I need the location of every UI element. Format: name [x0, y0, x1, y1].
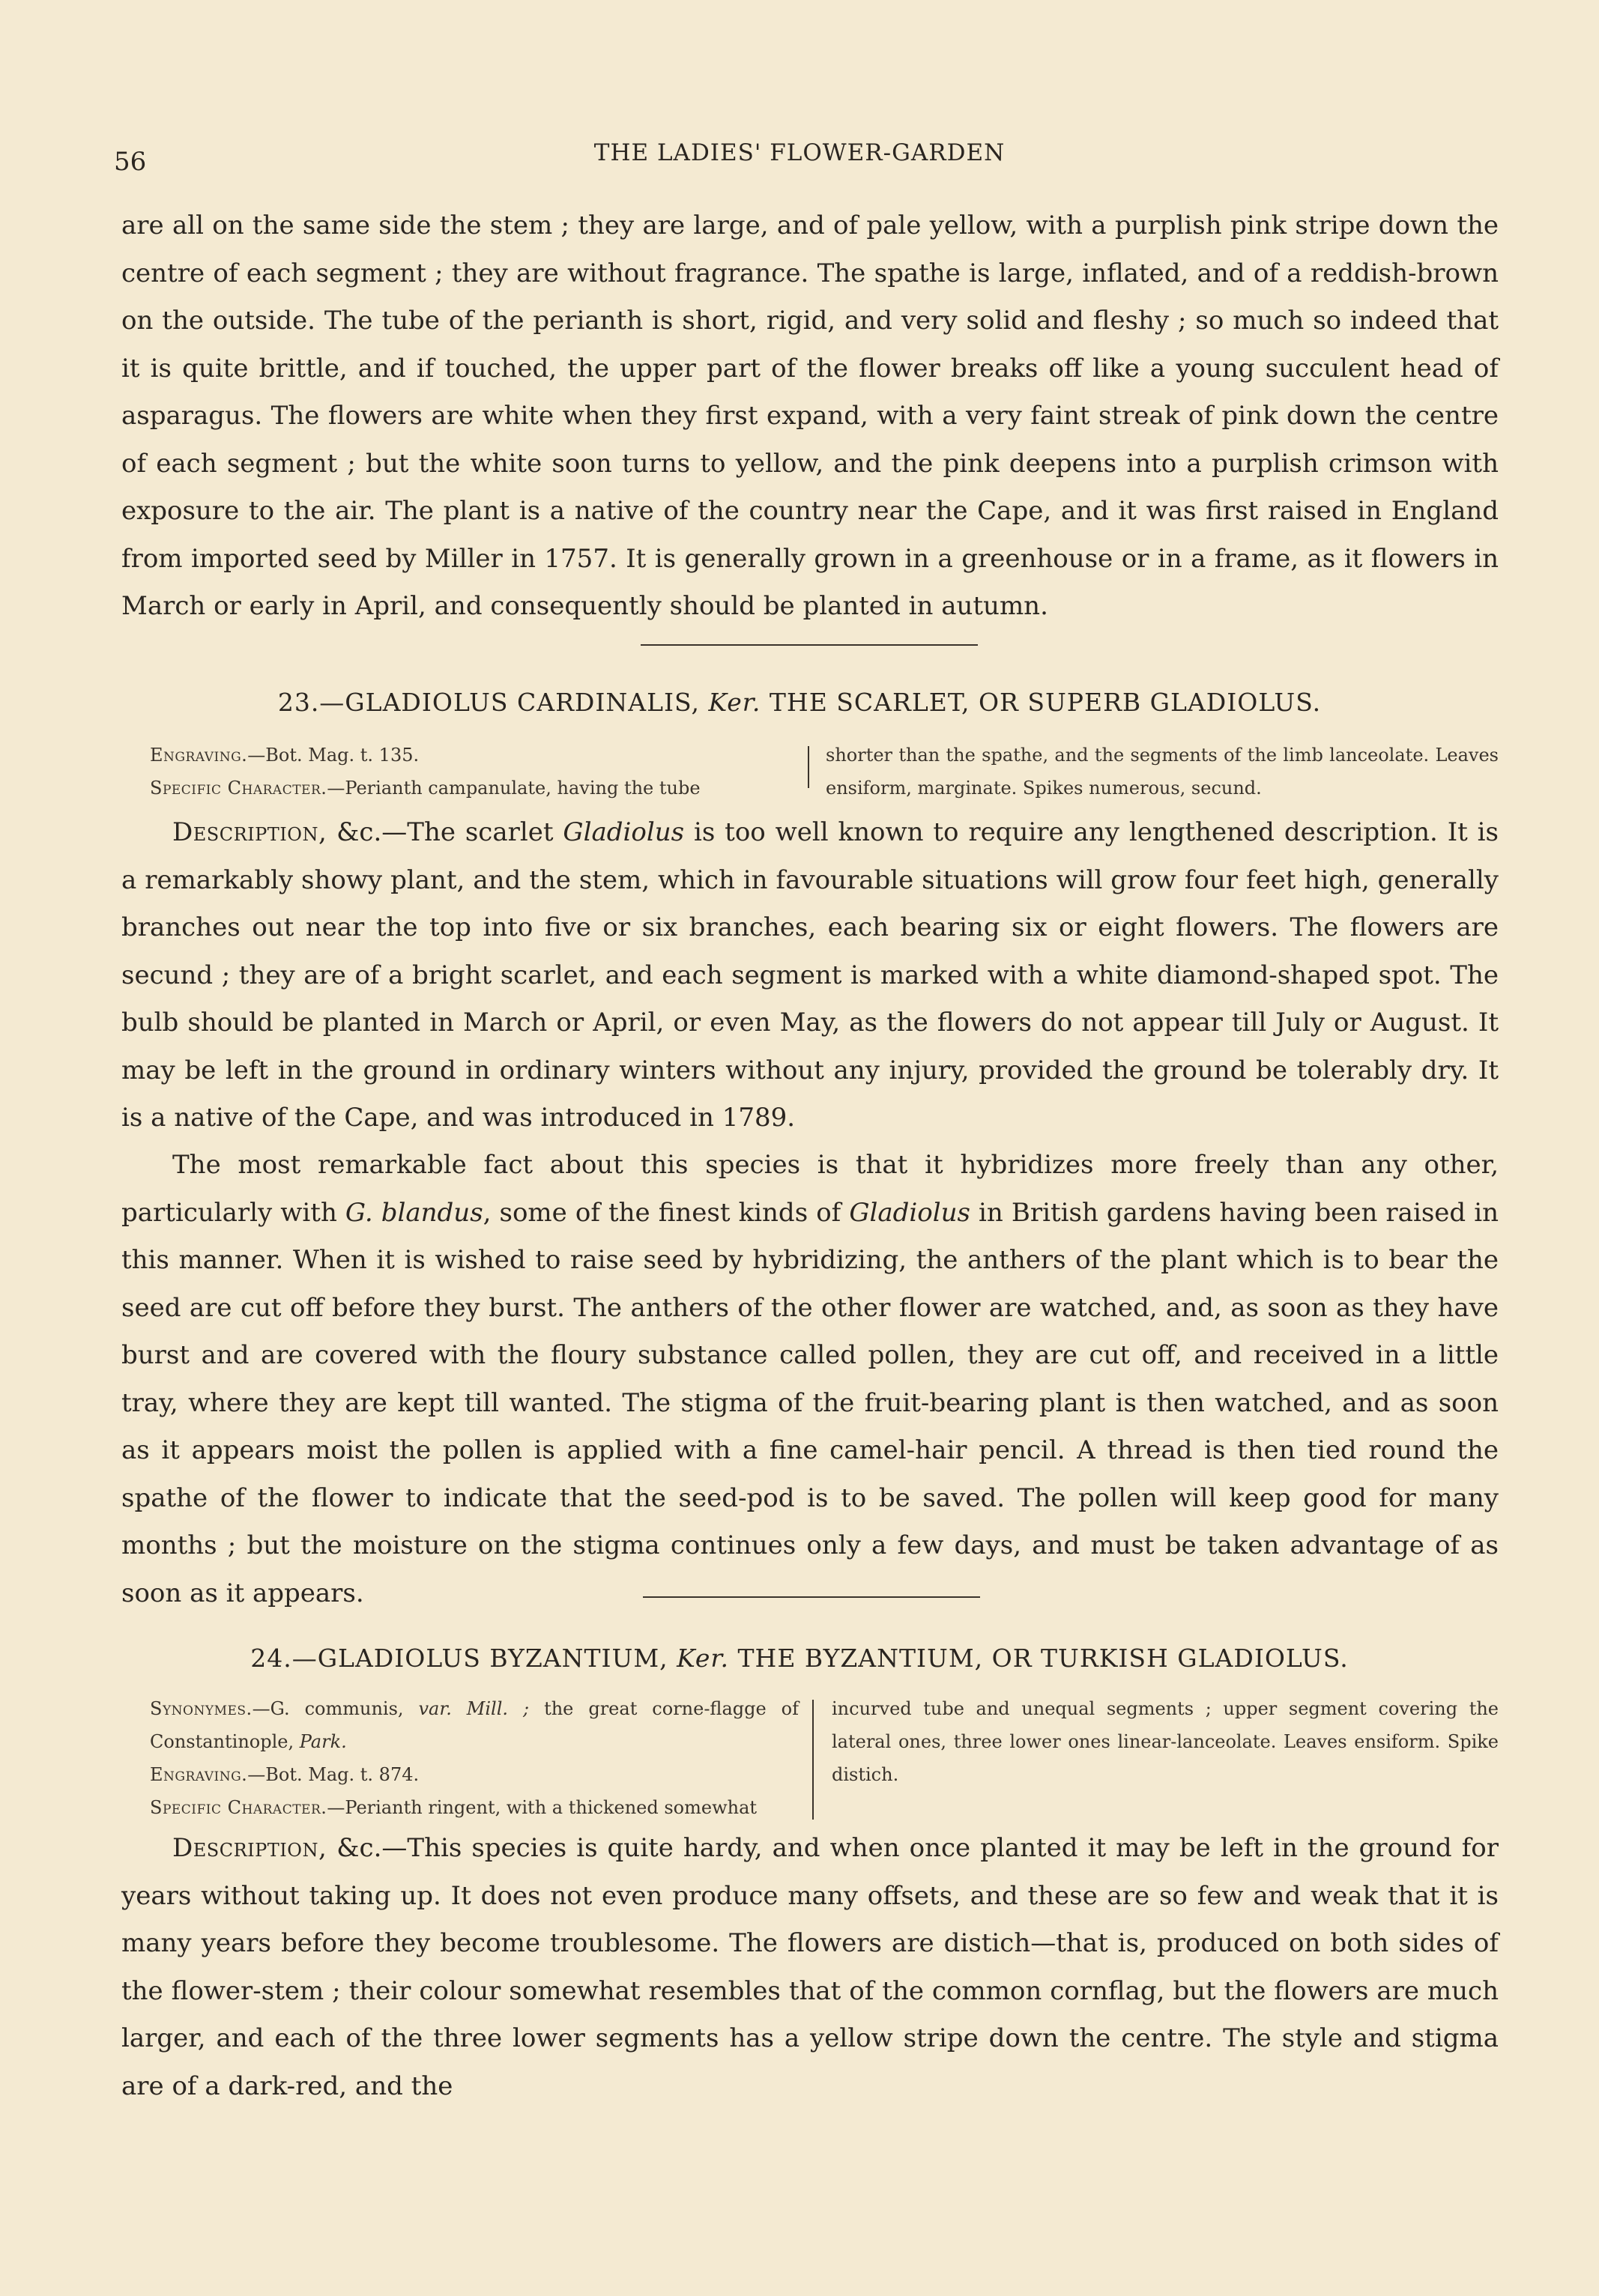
section-23-hybridizing-paragraph	[121, 1142, 1499, 1617]
section-rule-1	[641, 644, 978, 646]
engraving-text-24: —Bot. Mag. t. 874.	[247, 1764, 420, 1785]
section-23-title-author: Ker.	[708, 688, 761, 717]
section-23-title-common: THE SCARLET, OR SUPERB GLADIOLUS.	[769, 688, 1322, 717]
page-number: 56	[114, 147, 147, 177]
engraving-label-24: Engraving.	[150, 1764, 248, 1785]
section-24-title-common: THE BYZANTIUM, OR TURKISH GLADIOLUS.	[737, 1644, 1349, 1673]
section-24-title-prefix: 24.—GLADIOLUS BYZANTIUM,	[250, 1644, 668, 1673]
hybrid-text-a: The most remarkable fact about this species is that it hybridizes more freely than any other, particularly with	[121, 1150, 1499, 1228]
specific-character-text: —Perianth campanulate, having the tube	[327, 778, 701, 799]
section-24-title	[0, 1644, 1599, 1673]
section-24-description	[121, 1825, 1499, 2110]
description-label: Description,	[172, 817, 327, 847]
genus-name-2: Gladiolus	[849, 1197, 970, 1228]
synonymes-text-b: the great corne-flagge of Constantinople,	[150, 1698, 799, 1752]
synonymes-italic-2: Park.	[299, 1731, 347, 1752]
section-24-title-author: Ker.	[677, 1644, 730, 1673]
section-23-right-text: shorter than the spathe, and the segments of the limb lanceolate. Leaves ensiform, marginate. Spikes numerous, secund.	[826, 745, 1499, 799]
synonymes-label: Synonymes.	[150, 1698, 253, 1719]
intro-paragraph: are all on the same side the stem ; they are large, and of pale yellow, with a purplish pink stripe down the centre of each segment ; they are without fragrance. The spathe is large, inflated, and of a reddish-brown on the outside. The tube of the perianth is short, rigid, and very solid and fleshy ; so much so indeed that it is quite brittle, and if touched, the upper part of the flower breaks off like a young succulent head of asparagus. The flowers are white when they first expand, with a very faint streak of pink down the centre of each segment ; but the white soon turns to yellow, and the pink deepens into a purplish crimson with exposure to the air. The plant is a native of the country near the Cape, and it was first raised in England from imported seed by Miller in 1757. It is generally grown in a greenhouse or in a frame, as it flowers in March or early in April, and consequently should be planted in autumn.	[121, 210, 1499, 621]
section-24-left-column	[150, 1692, 799, 1824]
column-divider-24	[812, 1700, 814, 1820]
section-23-engraving	[150, 739, 788, 772]
section-23-botany-notes	[150, 739, 1499, 806]
section-24-right-column	[832, 1692, 1499, 1791]
species-name: G. blandus	[345, 1197, 483, 1228]
column-divider	[808, 746, 809, 788]
section-23-title	[0, 688, 1599, 717]
hybrid-text-b: , some of the finest kinds of	[483, 1197, 850, 1228]
running-title: THE LADIES' FLOWER-GARDEN	[593, 139, 1006, 166]
synonymes-text-a: —G. communis,	[252, 1698, 419, 1719]
section-24-right-text: incurved tube and unequal segments ; upper segment covering the lateral ones, three lower ones linear-lanceolate. Leaves ensiform. Spike distich.	[832, 1698, 1499, 1785]
description-text: &c.—The scarlet	[327, 817, 563, 847]
hybrid-text-c: in British gardens having been raised in this manner. When it is wished to raise seed by hybridizing, the anthers of the plant which is to bear the seed are cut off before they burst. The anthers of the other flower are watched, and, as soon as they have burst and are covered with the floury substance called pollen, they are cut off, and received in a little tray, where they are kept till wanted. The stigma of the fruit-bearing plant is then watched, and as soon as it appears moist the pollen is applied with a fine camel-hair pencil. A thread is then tied round the spathe of the flower to indicate that the seed-pod is to be saved. The pollen will keep good for many months ; but the moisture on the stigma continues only a few days, and must be taken advantage of as soon as it appears.	[121, 1197, 1499, 1608]
section-23-title-prefix: 23.—GLADIOLUS CARDINALIS,	[277, 688, 700, 717]
description-label-24: Description,	[172, 1833, 327, 1863]
engraving-label: Engraving.	[150, 745, 248, 766]
section-23-description	[121, 809, 1499, 1142]
section-23-specific-character	[150, 772, 788, 805]
specific-character-label-24: Specific Character.	[150, 1797, 327, 1818]
section-24-botany-notes	[150, 1692, 1499, 1827]
section-23-right-column	[826, 739, 1499, 805]
description-text-24: &c.—This species is quite hardy, and when once planted it may be left in the ground for years without taking up. It does not even produce many offsets, and these are so few and weak that it is many years before they become troublesome. The flowers are distich—that is, produced on both sides of the flower-stem ; their colour somewhat resembles that of the common cornflag, but the flowers are much larger, and each of the three lower segments has a yellow stripe down the centre. The style and stigma are of a dark-red, and the	[121, 1833, 1499, 2101]
section-24-synonymes	[150, 1692, 799, 1758]
synonymes-italic: var. Mill. ;	[418, 1698, 530, 1719]
section-23-left-column	[150, 739, 788, 805]
description-text-cont: is too well known to require any lengthened description. It is a remarkably showy plant, and the stem, which in favourable situations will grow four feet high, generally branches out near the top into five or six branches, each bearing six or eight flowers. The flowers are secund ; they are of a bright scarlet, and each segment is marked with a white diamond-shaped spot. The bulb should be planted in March or April, or even May, as the flowers do not appear till July or August. It may be left in the ground in ordinary winters without any injury, provided the ground be tolerably dry. It is a native of the Cape, and was introduced in 1789.	[121, 817, 1499, 1133]
genus-name: Gladiolus	[563, 817, 685, 847]
specific-character-text-24: —Perianth ringent, with a thickened somewhat	[327, 1797, 758, 1818]
engraving-text: —Bot. Mag. t. 135.	[247, 745, 420, 766]
section-24-engraving	[150, 1758, 799, 1791]
section-24-specific-character	[150, 1791, 799, 1824]
specific-character-label: Specific Character.	[150, 778, 327, 799]
section-rule-2	[643, 1596, 980, 1598]
